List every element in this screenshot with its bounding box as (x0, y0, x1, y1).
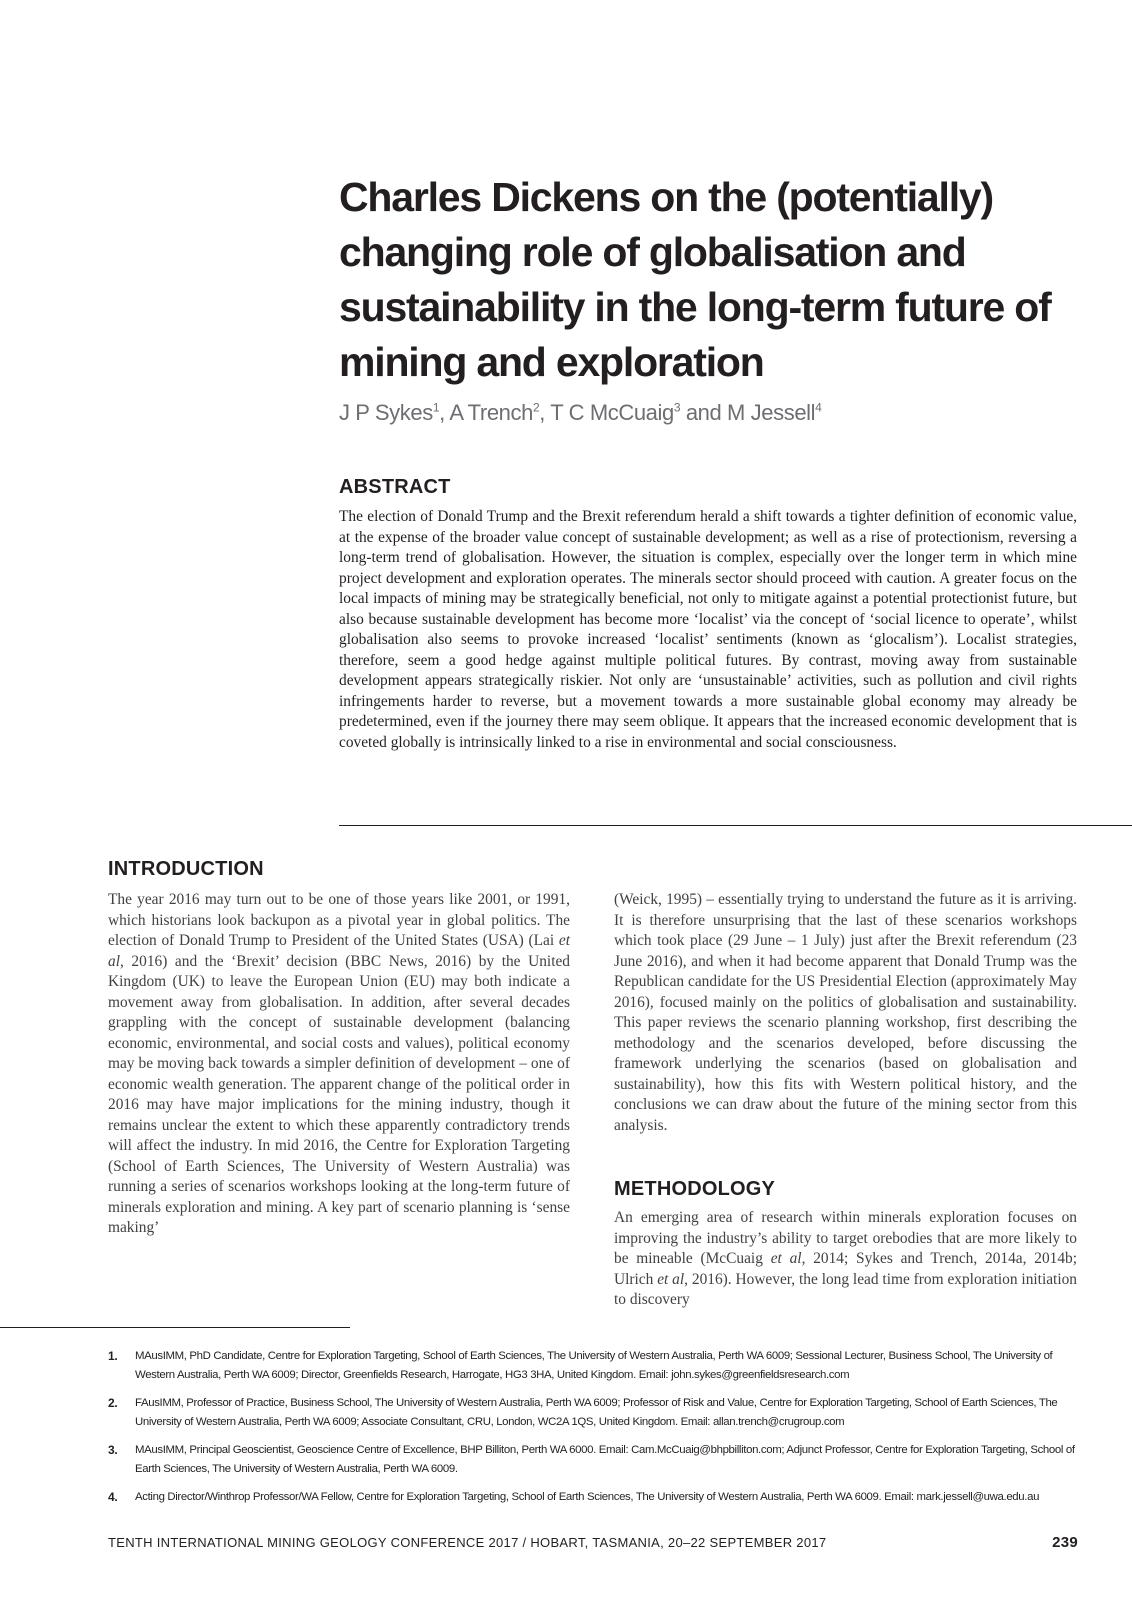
footnote (108, 1347, 1078, 1385)
footnote-divider (0, 1327, 350, 1328)
author: J P Sykes$^1$, (339, 400, 450, 425)
author-affiliation-mark: 4 (815, 400, 822, 415)
author: A Trench$^2$, (449, 400, 551, 425)
footnote-number: 4. (108, 1490, 118, 1504)
author-affiliation-mark: 2 (532, 400, 540, 415)
paper-title: Charles Dickens on the (potentially) changing role of globalisation and sustainability in the long-term future of mining and exploration (339, 174, 1051, 385)
conference-name: TENTH INTERNATIONAL MINING GEOLOGY CONFERENCE 2017 / HOBART, TASMANIA, 20–22 SEPTEMBER 2017 (108, 1535, 827, 1550)
page-number: 239 (1052, 1534, 1078, 1551)
author: T C McCuaig$^3$ and (550, 400, 728, 425)
footnote-number: 1. (108, 1349, 118, 1363)
introduction-paragraph: The year 2016 may turn out to be one of those years like 2001, or 1991, which historians look backupon as a pivotal year in global politics. The election of Donald Trump to President of the United States (USA) (Lai et al, 2016) and the ‘Brexit’ decision (BBC News, 2016) by the United Kingdom (UK) to leave the European Union (EU) may both indicate a movement away from globalisation. In addition, after several decades grappling with the concept of sustainable development (balancing economic, environmental, and social costs and values), political economy may be moving back towards a simpler definition of development – one of economic wealth generation. The apparent change of the political order in 2016 may have major implications for the mining industry, though it remains unclear the extent to which these apparently contradictory trends will affect the industry. In mid 2016, the Centre for Exploration Targeting (School of Earth Sciences, The University of Western Australia) was running a series of scenarios workshops looking at the long-term future of minerals exploration and mining. A key part of scenario planning is ‘sense making’ (108, 891, 570, 1236)
footnote (108, 1394, 1078, 1432)
abstract-divider (339, 825, 1132, 826)
footnote-text: FAusIMM, Professor of Practice, Business School, The University of Western Australia, Perth WA 6009; Professor of Risk and Value, Centre for Exploration Targeting, School of Earth Sciences, The University of Western Australia, Perth WA 6009; Associate Consultant, CRU, London, WC2A 1QS, United Kingdom. Email: allan.trench@crugroup.com (135, 1397, 1058, 1428)
author-affiliation-mark: 1 (432, 400, 440, 415)
introduction-heading: INTRODUCTION (108, 858, 264, 880)
abstract-heading: ABSTRACT (339, 476, 451, 498)
author-affiliation-mark: 3 (673, 400, 681, 415)
page-footer (108, 1535, 1078, 1555)
footnote-number: 3. (108, 1443, 118, 1457)
footnote-text: MAusIMM, Principal Geoscientist, Geoscience Centre of Excellence, BHP Billiton, Perth WA 6000. Email: Cam.McCuaig@bhpbilliton.com; Adjunct Professor, Centre for Exploration Targeting, School of Earth Sciences, The University of Western Australia, Perth WA 6009. (135, 1444, 1075, 1475)
footnote-text: Acting Director/Winthrop Professor/WA Fellow, Centre for Exploration Targeting, School of Earth Sciences, The University of Western Australia, Perth WA 6009. Email: mark.jessell@uwa.edu.au (135, 1491, 1040, 1503)
footnote-number: 2. (108, 1396, 118, 1410)
author: M Jessell$^4$ (727, 400, 822, 425)
author-list (339, 400, 1079, 426)
methodology-heading: METHODOLOGY (614, 1178, 776, 1200)
methodology-paragraph: An emerging area of research within minerals exploration focuses on improving the industry’s ability to target orebodies that are more likely to be mineable (McCuaig et al, 2014; Sykes and Trench, 2014a, 2014b; Ulrich et al, 2016). However, the long lead time from exploration initiation to discovery (614, 1209, 1077, 1308)
introduction-paragraph-continued: (Weick, 1995) – essentially trying to understand the future as it is arriving. It is therefore unsurprising that the last of these scenarios workshops which took place (29 June – 1 July) just after the Brexit referendum (23 June 2016), and when it had become apparent that Donald Trump was the Republican candidate for the US Presidential Election (approximately May 2016), focused mainly on the politics of globalisation and sustainability. This paper reviews the scenario planning workshop, first describing the methodology and the scenarios developed, before discussing the framework underlying the scenarios (based on globalisation and sustainability), how this fits with Western political history, and the conclusions we can draw about the future of the mining sector from this analysis. (614, 891, 1077, 1134)
abstract-text: The election of Donald Trump and the Brexit referendum herald a shift towards a tighter definition of economic value, at the expense of the broader value concept of sustainable development; as well as a rise of protectionism, reversing a long-term trend of globalisation. However, the situation is complex, especially over the longer term in which mine project development and exploration operates. The minerals sector should proceed with caution. A greater focus on the local impacts of mining may be strategically beneficial, not only to mitigate against a potential protectionist future, but also because sustainable development has become more ‘localist’ via the concept of ‘social licence to operate’, whilst globalisation also seems to provoke increased ‘localist’ sentiments (known as ‘glocalism’). Localist strategies, therefore, seem a good hedge against multiple political futures. By contrast, moving away from sustainable development appears strategically riskier. Not only are ‘unsustainable’ activities, such as pollution and civil rights infringements harder to reverse, but a movement towards a more sustainable global economy may already be predetermined, even if the journey there may seem oblique. It appears that the increased economic development that is coveted globally is intrinsically linked to a rise in environmental and social consciousness. (339, 508, 1077, 751)
footnotes (108, 1347, 1078, 1516)
footnote (108, 1488, 1078, 1507)
footnote (108, 1441, 1078, 1479)
footnote-text: MAusIMM, PhD Candidate, Centre for Exploration Targeting, School of Earth Sciences, The University of Western Australia, Perth WA 6009; Sessional Lecturer, Business School, The University of Western Australia, Perth WA 6009; Director, Greenfields Research, Harrogate, HG3 3HA, United Kingdom. Email: john.sykes@greenfieldsresearch.com (135, 1350, 1053, 1381)
